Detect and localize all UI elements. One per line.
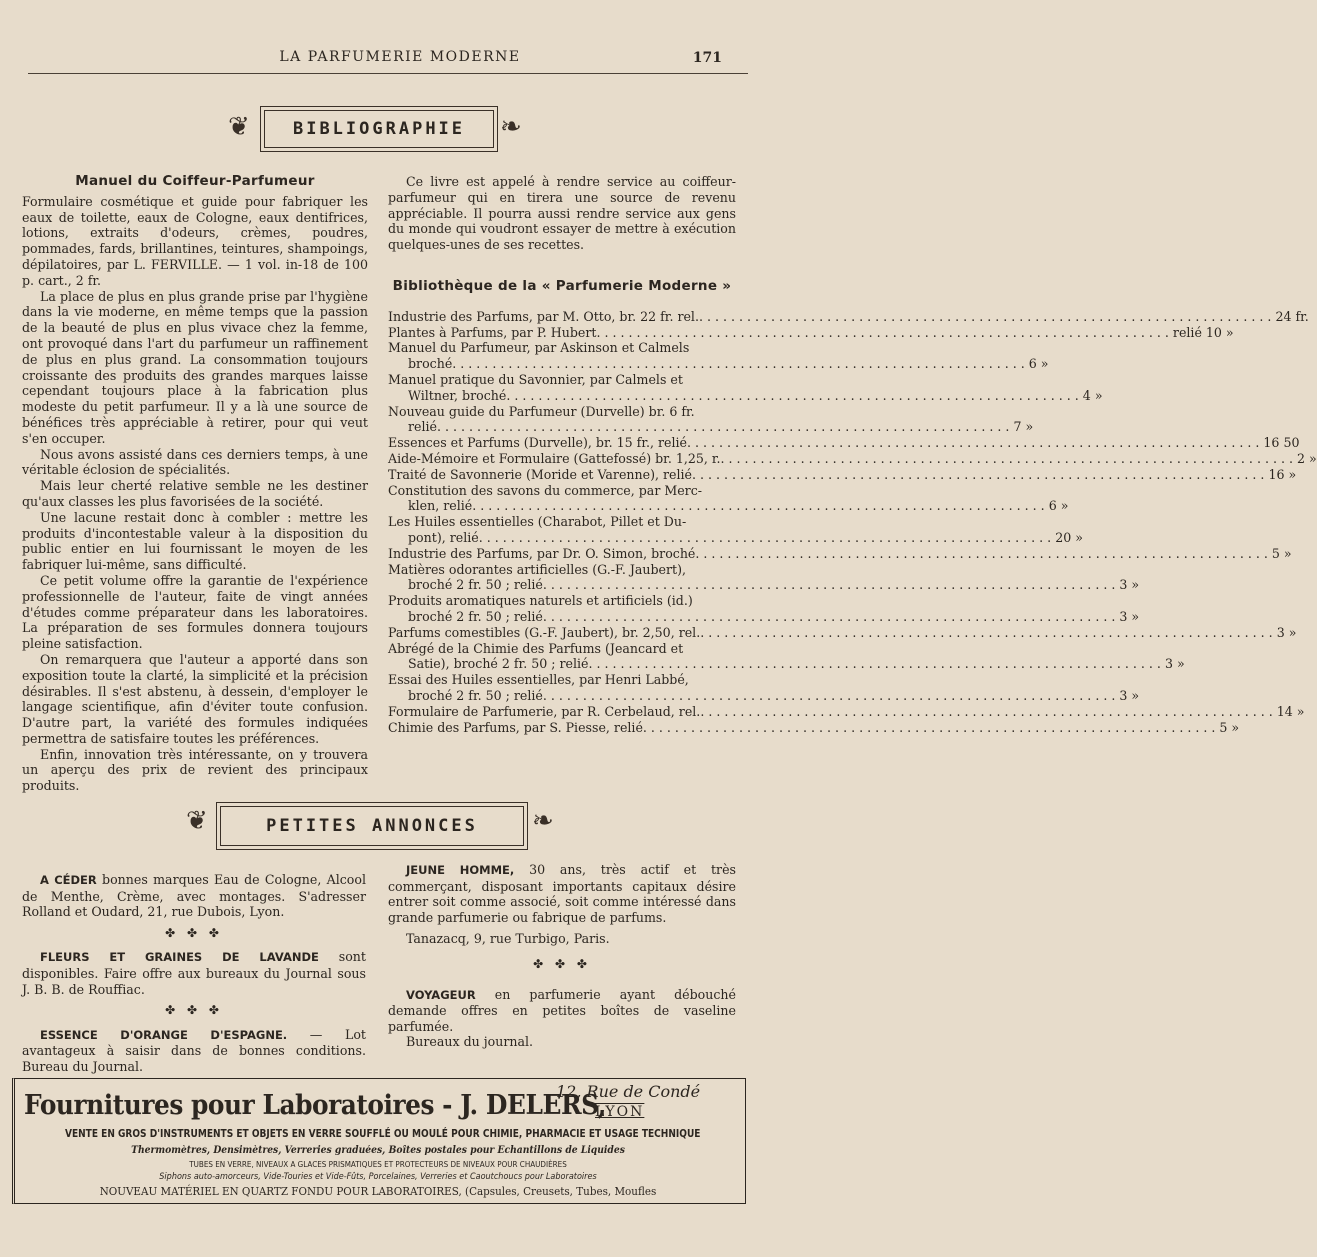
library-entry-price: 16 50 [1263,435,1300,451]
library-entry-price: 5 » [1271,545,1292,561]
library-entry-title: Essai des Huiles essentielles, par Henri Labbé, [388,672,689,688]
library-entry [388,450,1317,467]
annonce-lead: FLEURS ET GRAINES DE LAVANDE [40,950,319,965]
library-entry-detail: klen, relié [408,498,473,514]
bibliographie-right-column [388,174,1317,735]
review-paragraph: Enfin, innovation très intéressante, on y trouvera un aperçu des prix de revient des principaux produits. [22,746,368,794]
library-entry-title: Abrégé de la Chimie des Parfums (Jeancard et [388,640,684,656]
library-entry-price: 24 fr. [1275,308,1309,324]
library-entry-price: 6 » [1048,498,1069,514]
library-entry [388,435,1300,451]
library-entry-line [388,687,1140,704]
review-paragraph: Ce petit volume offre la garantie de l'expérience professionnelle de l'auteur, faite de vingt années d'études comme préparateur dans les laboratoires. La préparation de ses formules donnera toujours pleine satisfaction. [22,572,368,652]
library-entry-line [388,703,1305,720]
library-entry-detail: pont), relié [408,529,479,545]
banner-line: VENTE EN GROS D'INSTRUMENTS ET OBJETS EN VERRE SOUFFLÉ OU MOULÉ POUR CHIMIE, PHARMACIE ET USAGE TECHNIQUE [64,1128,701,1140]
library-entry-title: Parfums comestibles (G.-F. Jaubert), br. 2,50, rel. [388,624,701,640]
separator-stars: ✤ ✤ ✤ [533,956,591,971]
library-entry [388,719,1240,736]
leader-dots [596,325,1168,341]
review-paragraph: Une lacune restait donc à combler : mettre les produits d'incontestable valeur à la disposition du public entier en lui fournissant le moyen de les fabriquer lui-même, sans difficulté. [22,509,368,573]
page-number: 171 [692,50,722,66]
library-entry-detail: broché 2 fr. 50 ; relié [408,687,543,703]
library-entry-price: 3 » [1119,577,1140,593]
library-entry-line [388,624,1297,641]
annonce-text: sont disponibles. Faire offre aux bureaux du Journal sous J. B. B. de Rouffiac. [22,949,366,997]
annonces-right-column [388,862,736,1050]
review-paragraph: Nous avons assisté dans ces derniers temps, à une véritable éclosion de spécialités. [22,446,368,478]
banner-address-city: LYON [595,1104,645,1120]
library-entry-price: 4 » [1082,387,1103,403]
review-paragraph: Formulaire cosmétique et guide pour fabriquer les eaux de toilette, eaux de Cologne, eaux dentifrices, lotions, extraits d'odeurs, crèmes, poudres, pommades, fards, brillantines, teintures, shampoings, dépilatoires, par L. FERVILLE. — 1 vol. in-18 de 100 p. cart., 2 fr. [22,193,368,288]
library-entry-detail: Wiltner, broché [408,387,507,403]
banner-line: Siphons auto-amorceurs, Vide-Touries et Vide-Fûts, Porcelaines, Verreries et Caoutchoucs pour Laboratoires [159,1172,597,1182]
library-entry-price: relié 10 » [1172,324,1234,340]
review-conclusion: Ce livre est appelé à rendre service au coiffeur-parfumeur qui en tirera une source de revenu appréciable. Il pourra aussi rendre service aux gens du monde qui voudront essayer de mettre à exécution quelques-unes de ses recettes. [388,174,736,253]
library-entry-title: Industrie des Parfums, par M. Otto, br. 22 fr. rel. [388,308,699,324]
library-entry-price: 14 » [1276,703,1305,719]
annonces-left-column [22,872,366,1075]
library-entry-line [388,356,1049,372]
library-list [388,308,1317,736]
annonce-lead: JEUNE HOMME, [406,863,515,877]
library-entry-line [388,577,1140,593]
library-entry [388,545,1292,562]
ornament-left-icon: ❦ [228,112,250,142]
separator-stars: ✤ ✤ ✤ [165,925,223,940]
library-entry [388,403,1034,436]
library-entry-title: Constitution des savons du commerce, par Merc- [388,482,703,498]
section-title-bibliographie: BIBLIOGRAPHIE [260,106,498,152]
leader-dots [700,625,1272,641]
library-entry-title: Plantes à Parfums, par P. Hubert [388,324,597,340]
annonce-item [22,872,366,920]
leader-dots [588,656,1160,672]
review-paragraph: La place de plus en plus grande prise par l'hygiène dans la vie moderne, en même temps que la passion de la beauté de plus en plus vivace chez la femme, ont provoqué dans l'art du parfumeur un raffinement de plus en plus grand. La consommation toujours croissante des produits des grandes marques laisse cependant toujours place à la fabrication plus modeste du petit parfumeur. Il y a là une source de bénéfices très appréciable à retirer, pour qui veut s'en occuper. [22,288,368,446]
library-entry [388,624,1297,641]
section-title-annonces: PETITES ANNONCES [216,802,528,850]
annonce-lead: ESSENCE D'ORANGE D'ESPAGNE. [40,1027,288,1042]
library-entry-price: 3 » [1164,656,1185,672]
annonce-lead: VOYAGEUR [406,987,476,1002]
library-entry-detail: Satie), broché 2 fr. 50 ; relié [408,656,589,672]
review-heading: Manuel du Coiffeur-Parfumeur [75,173,315,189]
library-entry-line [388,308,1309,325]
library-entry-line [388,324,1234,341]
annonce-item [22,949,366,997]
library-entry [388,324,1234,341]
leader-dots [721,451,1293,467]
leader-dots [472,498,1044,514]
leader-dots [692,467,1264,483]
library-entry-title: Les Huiles essentielles (Charabot, Pillet et Du- [388,514,687,530]
library-entry-line [388,656,1185,672]
library-entry-line [388,545,1292,562]
running-header: LA PARFUMERIE MODERNE [279,49,521,65]
header-rule [28,73,748,74]
annonce-text: bonnes marques Eau de Cologne, Alcool de Menthe, Crème, avec montages. S'adresser Rolland et Oudard, 21, rue Dubois, Lyon. [22,872,366,920]
leader-dots [452,356,1024,372]
library-entry-title: Industrie des Parfums, par Dr. O. Simon, broché [388,545,696,561]
library-entry-title: Produits aromatiques naturels et artificiels (id.) [388,593,693,609]
library-entry [388,514,1083,546]
annonce-text: 30 ans, très actif et très commerçant, disposant importants capitaux désire entrer soit comme associé, soit comme intéressé dans grande parfumerie ou fabrique de parfums. [388,862,736,925]
library-entry-detail: broché 2 fr. 50 ; relié [408,577,543,593]
annonce-item [388,987,736,1035]
library-entry [388,703,1305,720]
banner-line: TUBES EN VERRE, NIVEAUX A GLACES PRISMATIQUES ET PROTECTEURS DE NIVEAUX POUR CHAUDIÈRES [189,1160,567,1169]
library-entry-line [388,435,1300,451]
library-entry-title: Chimie des Parfums, par S. Piesse, relié [388,719,643,735]
annonce-contact: Bureaux du journal. [406,1034,534,1050]
library-entry [388,340,1049,372]
leader-dots [543,577,1115,593]
leader-dots [700,704,1272,720]
library-entry-price: 3 » [1276,624,1297,640]
separator-stars: ✤ ✤ ✤ [165,1003,223,1018]
library-entry [388,593,1140,625]
library-entry-detail: broché [408,356,453,372]
library-entry [388,308,1309,325]
library-entry-detail: relié [408,419,437,435]
library-entry-title: Formulaire de Parfumerie, par R. Cerbelaud, rel. [388,703,701,719]
library-entry [388,482,1069,515]
library-entry-title: Manuel du Parfumeur, par Askinson et Calmels [388,340,690,356]
library-entry-price: 16 » [1268,466,1297,482]
library-entry-line [388,608,1140,625]
library-entry-price: 7 » [1013,419,1034,435]
banner-line: NOUVEAU MATÉRIEL EN QUARTZ FONDU POUR LABORATOIRES, (Capsules, Creusets, Tubes, Moufles [99,1184,657,1198]
ornament-right-icon: ❧ [532,806,554,836]
library-entry-line [388,387,1103,404]
leader-dots [543,609,1115,625]
library-entry [388,371,1103,404]
library-entry-price: 5 » [1219,719,1240,735]
library-entry [388,672,1140,704]
library-entry-price: 3 » [1119,608,1140,624]
bibliographie-left-column [22,174,368,794]
annonce-lead: A CÉDER [40,873,97,887]
library-entry-price: 3 » [1119,687,1140,703]
library-entry-title: Matières odorantes artificielles (G.-F. Jaubert), [388,561,686,577]
banner-line: Thermomètres, Densimètres, Verreries graduées, Boîtes postales pour Echantillons de Liquides [131,1145,625,1156]
library-entry-line [388,450,1317,467]
library-entry-title: Essences et Parfums (Durvelle), br. 15 fr., relié [388,435,687,451]
library-entry [388,561,1140,594]
library-entry [388,640,1185,673]
library-entry-price: 20 » [1055,529,1083,545]
library-entry-line [388,529,1083,546]
leader-dots [479,530,1051,546]
leader-dots [437,419,1009,435]
library-entry-price: 2 » [1296,450,1317,466]
library-entry [388,466,1297,483]
library-entry-line [388,498,1069,514]
library-heading: Bibliothèque de la « Parfumerie Moderne » [392,277,732,294]
leader-dots [543,688,1115,704]
annonce-contact: Tanazacq, 9, rue Turbigo, Paris. [406,931,610,947]
leader-dots [506,388,1078,404]
library-entry-title: Nouveau guide du Parfumeur (Durvelle) br. 6 fr. [388,403,695,419]
leader-dots [695,546,1267,562]
ornament-right-icon: ❧ [500,112,522,142]
library-entry-line [388,719,1240,736]
annonce-item [22,1027,366,1075]
annonce-text: — Lot avantageux à saisir dans de bonnes conditions. Bureau du Journal. [22,1026,366,1074]
library-entry-line [388,419,1034,435]
library-entry-detail: broché 2 fr. 50 ; relié [408,608,543,624]
library-entry-title: Traité de Savonnerie (Moride et Varenne), relié [388,466,692,482]
leader-dots [643,720,1215,736]
leader-dots [687,435,1259,451]
library-entry-title: Manuel pratique du Savonnier, par Calmels et [388,371,683,387]
library-entry-title: Aide-Mémoire et Formulaire (Gattefossé) br. 1,25, r. [388,450,721,466]
library-entry-line [388,466,1297,483]
annonce-item [388,862,736,925]
annonce-text: en parfumerie ayant débouché demande offres en petites boîtes de vaseline parfumée. [388,986,736,1034]
ornament-left-icon: ❦ [186,806,208,836]
leader-dots [699,309,1271,325]
review-paragraph: Mais leur cherté relative semble ne les destiner qu'aux classes les plus favorisées de la société. [22,478,368,509]
library-entry-price: 6 » [1028,356,1049,372]
banner-headline: Fournitures pour Laboratoires - J. DELERS, [24,1090,606,1121]
banner-address-street: 12, Rue de Condé [556,1082,701,1101]
review-paragraph: On remarquera que l'auteur a apporté dans son exposition toute la clarté, la simplicité et la précision désirables. Il s'est abstenu, à dessein, d'employer le langage scientifique, afin d'éviter toute confusion. D'autre part, la variété des formules indiquées permettra de satisfaire toutes les préférences. [22,651,368,746]
